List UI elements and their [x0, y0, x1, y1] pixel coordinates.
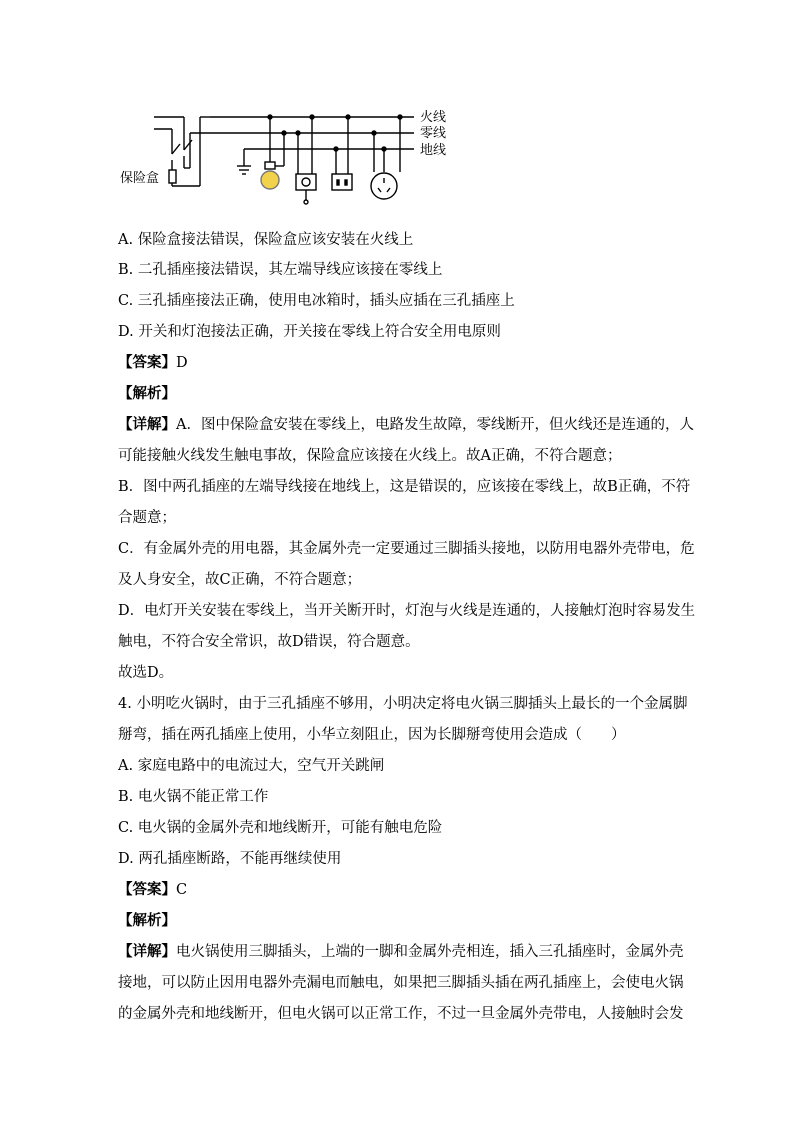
analysis-tag: 【解析】 [118, 912, 176, 929]
q4-option-c: C. 电火锅的金属外壳和地线断开，可能有触电危险 [118, 820, 443, 836]
answer-tag: 【答案】 [118, 881, 176, 898]
answer-value: D [176, 355, 188, 371]
q3-detail-line: 故选D。 [118, 665, 174, 681]
household-circuit-figure [118, 104, 460, 216]
light-bulb-icon [261, 171, 279, 189]
q3-option-c: C. 三孔插座接法正确，使用电冰箱时，插头应插在三孔插座上 [118, 293, 515, 309]
two-hole-socket [332, 174, 352, 190]
switch-box [296, 174, 316, 190]
fuse-box-label: 保险盒 [120, 171, 160, 186]
analysis-tag: 【解析】 [118, 385, 176, 402]
q4-option-b: B. 电火锅不能正常工作 [118, 789, 269, 805]
detail-text: A．图中保险盒安装在零线上，电路发生故障，零线断开，但火线还是连通的，人 [176, 417, 694, 433]
detail-tag: 【详解】 [118, 416, 176, 433]
q4-detail-line [118, 942, 684, 962]
q3-detail-line: 及人身安全，故C正确，不符合题意； [118, 572, 362, 588]
q4-detail-line: 接地，可以防止因用电器外壳漏电而触电，如果把三脚插头插在两孔插座上，会使电火锅 [118, 975, 684, 991]
q3-option-b: B. 二孔插座接法错误，其左端导线应该接在零线上 [118, 262, 443, 278]
q4-answer [118, 880, 187, 900]
q3-detail-line: 触电，不符合安全常识，故D错误，符合题意。 [118, 634, 420, 650]
fuse-box [169, 170, 176, 183]
neutral-wire-label: 零线 [420, 126, 447, 141]
detail-text: 电火锅使用三脚插头，上端的一脚和金属外壳相连，插入三孔插座时，金属外壳 [176, 944, 684, 960]
q3-option-a: A. 保险盒接法错误，保险盒应该安装在火线上 [118, 232, 414, 248]
answer-tag: 【答案】 [118, 354, 176, 371]
lamp-holder [265, 162, 275, 169]
q4-option-a: A. 家庭电路中的电流过大，空气开关跳闸 [118, 758, 385, 774]
detail-tag: 【详解】 [118, 943, 176, 960]
q3-answer [118, 353, 188, 373]
q4-detail-line: 的金属外壳和地线断开，但电火锅可以正常工作，不过一旦金属外壳带电，人接触时会发 [118, 1006, 684, 1022]
q4-stem-line: 4. 小明吃火锅时，由于三孔插座不够用，小明决定将电火锅三脚插头上最长的一个金属脚 [118, 696, 688, 712]
q4-option-d: D. 两孔插座断路，不能再继续使用 [118, 851, 342, 867]
q3-option-d: D. 开关和灯泡接法正确，开关接在零线上符合安全用电原则 [118, 324, 501, 340]
q4-stem-line: 掰弯，插在两孔插座上使用，小华立刻阻止，因为长脚掰弯使用会造成（ ） [118, 727, 626, 743]
q3-detail-line: 合题意； [118, 510, 176, 526]
q3-detail-line: C．有金属外壳的用电器，其金属外壳一定要通过三脚插头接地，以防用电器外壳带电，危 [118, 541, 695, 557]
ground-wire-label: 地线 [420, 143, 447, 158]
q3-detail-line: D．电灯开关安装在零线上，当开关断开时，灯泡与火线是连通的，人接触灯泡时容易发生 [118, 603, 696, 619]
live-wire-label: 火线 [420, 110, 447, 125]
q3-detail-line: B．图中两孔插座的左端导线接在地线上，这是错误的，应该接在零线上，故B正确，不符 [118, 479, 691, 495]
answer-value: C [176, 882, 188, 898]
q4-analysis-heading [118, 911, 176, 931]
three-hole-socket [371, 173, 397, 199]
q3-detail-line: 可能接触火线发生触电事故，保险盒应该接在火线上。故A正确，不符合题意； [118, 448, 622, 464]
q3-detail-line [118, 415, 694, 435]
q3-analysis-heading [118, 384, 176, 404]
